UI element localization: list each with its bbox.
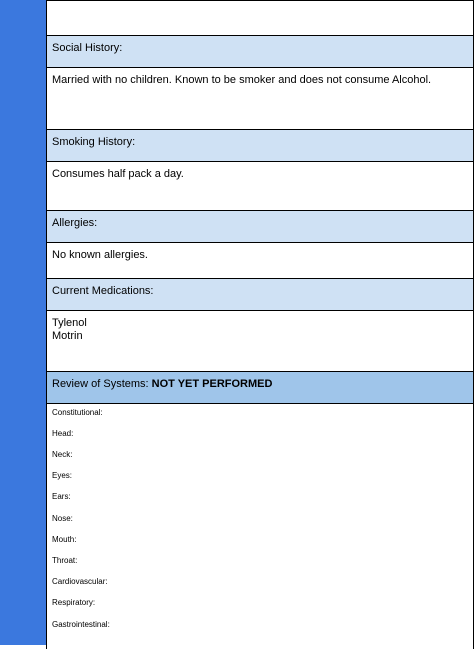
review-of-systems-header (46, 372, 474, 404)
review-of-systems-body (46, 404, 474, 649)
review-of-systems-status: NOT YET PERFORMED (151, 378, 273, 390)
allergies-header (46, 211, 474, 243)
ros-item-throat: Throat: (52, 556, 78, 565)
medication-item: Tylenol (52, 317, 87, 329)
medication-item: Motrin (52, 330, 83, 342)
smoking-history-text: Consumes half pack a day. (52, 168, 184, 180)
social-history-body (46, 68, 474, 130)
patient-document (46, 0, 475, 645)
current-medications-body (46, 311, 474, 372)
ros-item-eyes: Eyes: (52, 471, 73, 480)
current-medications-header (46, 279, 474, 311)
ros-item-nose: Nose: (52, 514, 73, 523)
ros-item-head: Head: (52, 429, 74, 438)
current-medications-label: Current Medications: (52, 285, 154, 297)
social-history-header (46, 36, 474, 68)
top-blank-row (46, 0, 474, 36)
smoking-history-header (46, 130, 474, 162)
allergies-text: No known allergies. (52, 249, 148, 261)
ros-item-gastrointestinal: Gastrointestinal: (52, 620, 110, 629)
ros-item-cardiovascular: Cardiovascular: (52, 577, 108, 586)
smoking-history-body (46, 162, 474, 211)
social-history-text: Married with no children. Known to be smoker and does not consume Alcohol. (52, 74, 432, 86)
social-history-label: Social History: (52, 42, 123, 54)
review-of-systems-label: Review of Systems: (52, 378, 152, 390)
ros-item-mouth: Mouth: (52, 535, 77, 544)
smoking-history-label: Smoking History: (52, 136, 136, 148)
allergies-body (46, 243, 474, 279)
allergies-label: Allergies: (52, 217, 98, 229)
ros-item-respiratory: Respiratory: (52, 598, 96, 607)
ros-item-constitutional: Constitutional: (52, 408, 103, 417)
ros-item-neck: Neck: (52, 450, 73, 459)
ros-item-ears: Ears: (52, 492, 71, 501)
left-sidebar-bar (0, 0, 46, 645)
